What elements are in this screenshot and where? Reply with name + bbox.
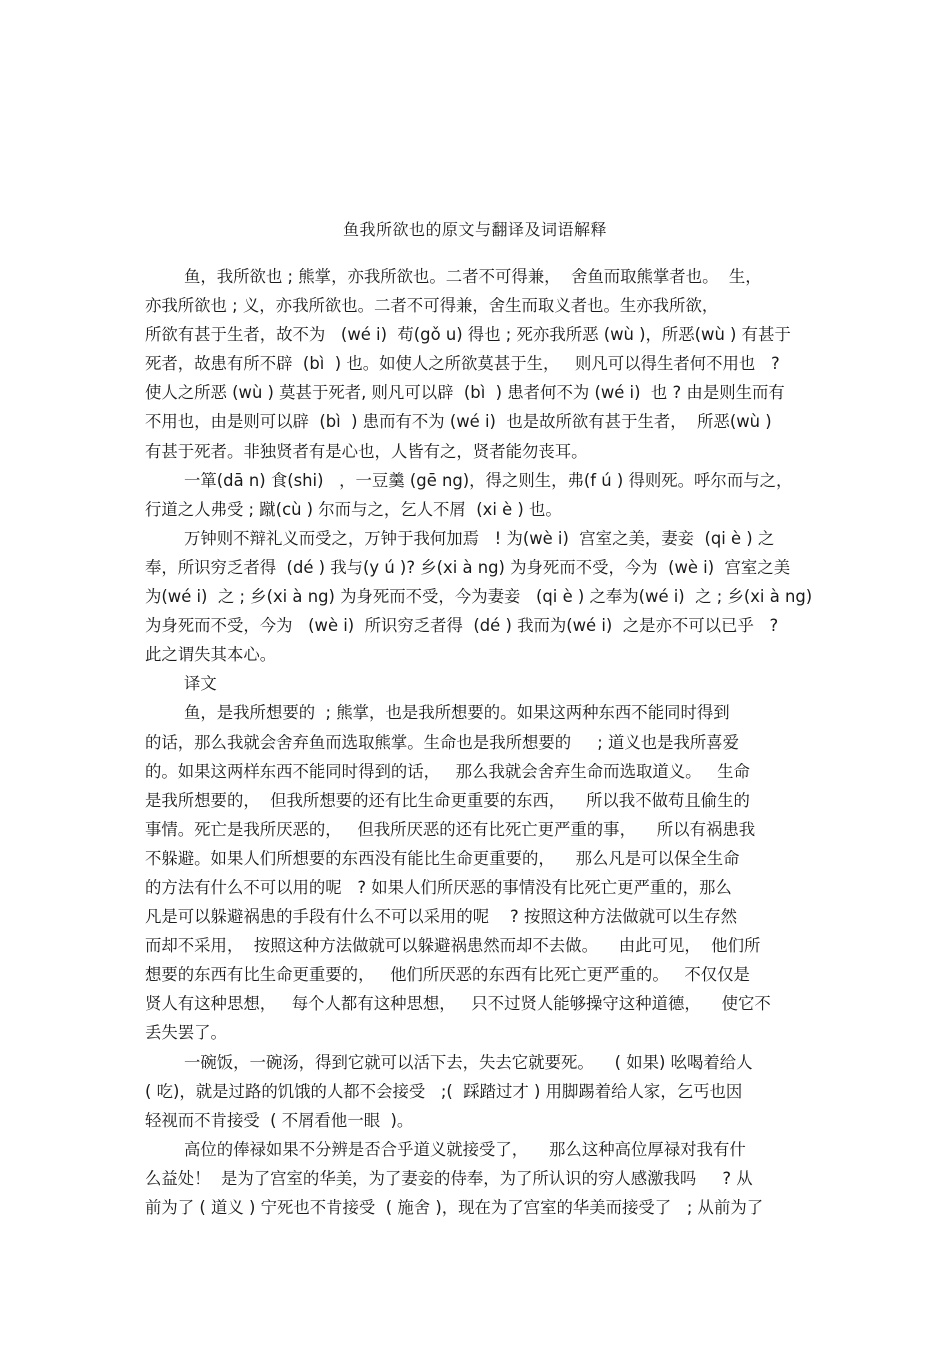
- text-line: 使人之所恶 (wù ) 莫甚于死者, 则凡可以辟 (bì ) 患者何不为 (wé i) 也 ? 由是则生而有: [145, 383, 785, 403]
- text-line: 的话，那么我就会舍弃鱼而选取熊掌。生命也是我所想要的 ; 道义也是我所喜爱: [145, 732, 740, 752]
- text-line: 此之谓失其本心。: [145, 645, 277, 665]
- text-line: ( 吃)，就是过路的饥饿的人都不会接受 ;( 踩踏过才 ) 用脚踢着给人家，乞丐也因: [145, 1081, 743, 1101]
- text-line: 译文: [184, 674, 217, 694]
- text-line: 一箪(dā n) 食(shi) ，一豆羹 (gē ng)，得之则生，弗(f ú ) 得则死。呼尔而与之，: [184, 470, 793, 490]
- document-title: 鱼我所欲也的原文与翻译及词语解释: [342, 220, 607, 239]
- text-line: 而却不采用， 按照这种方法做就可以躲避祸患然而却不去做。 由此可见， 他们所: [145, 936, 761, 956]
- text-line: 事情。死亡是我所厌恶的， 但我所厌恶的还有比死亡更严重的事， 所以有祸患我: [145, 819, 756, 839]
- text-line: 轻视而不肯接受 ( 不屑看他一眼 )。: [145, 1110, 414, 1130]
- text-line: 的方法有什么不可以用的呢 ? 如果人们所厌恶的事情没有比死亡更严重的，那么: [145, 877, 732, 897]
- text-line: 万钟则不辩礼义而受之，万钟于我何加焉 ! 为(wè i) 宫室之美，妻妾 (qi è ) 之: [184, 528, 775, 548]
- text-line: 所欲有甚于生者，故不为 (wé i) 苟(gǒ u) 得也 ; 死亦我所恶 (wù )，所恶(wù ) 有甚于: [145, 325, 791, 345]
- text-line: 为身死而不受，今为 (wè i) 所识穷乏者得 (dé ) 我而为(wé i) 之是亦不可以已乎 ?: [145, 616, 779, 636]
- text-line: 鱼，我所欲也 ; 熊掌，亦我所欲也。二者不可得兼， 舍鱼而取熊掌者也。 生，: [184, 267, 762, 286]
- text-line: 贤人有这种思想， 每个人都有这种思想， 只不过贤人能够操守这种道德， 使它不: [145, 994, 771, 1014]
- text-line: 的。如果这两样东西不能同时得到的话， 那么我就会舍弃生命而选取道义。 生命: [145, 761, 750, 781]
- text-line: 想要的东西有比生命更重要的， 他们所厌恶的东西有比死亡更严重的。 不仅仅是: [145, 965, 750, 985]
- text-line: 不用也，由是则可以辟 (bì ) 患而有不为 (wé i) 也是故所欲有甚于生者， 所恶(wù ): [145, 412, 772, 432]
- text-line: 鱼，是我所想要的 ; 熊掌，也是我所想要的。如果这两种东西不能同时得到: [184, 703, 730, 723]
- document-body: [145, 262, 825, 1222]
- text-line: 一碗饭，一碗汤，得到它就可以活下去，失去它就要死。 ( 如果) 吆喝着给人: [184, 1052, 753, 1072]
- text-line: 有甚于死者。非独贤者有是心也，人皆有之，贤者能勿丧耳。: [145, 441, 588, 461]
- text-line: 前为了 ( 道义 ) 宁死也不肯接受 ( 施舍 )，现在为了宫室的华美而接受了 ; 从前为了: [145, 1198, 764, 1217]
- text-line: 奉，所识穷乏者得 (dé ) 我与(y ú )? 乡(xi à ng) 为身死而不受，今为 (wè i) 宫室之美: [145, 557, 791, 577]
- text-line: 丢失罢了。: [145, 1023, 227, 1043]
- text-line: 是我所想要的， 但我所想要的还有比生命更重要的东西， 所以我不做苟且偷生的: [145, 790, 750, 810]
- text-line: 行道之人弗受 ; 蹴(cù ) 尔而与之，乞人不屑 (xi è ) 也。: [145, 499, 562, 519]
- text-line: 高位的俸禄如果不分辨是否合乎道义就接受了， 那么这种高位厚禄对我有什: [184, 1139, 746, 1159]
- text-line: 么益处！ 是为了宫室的华美，为了妻妾的侍奉，为了所认识的穷人感激我吗 ? 从: [145, 1168, 753, 1188]
- text-line: 为(wé i) 之 ; 乡(xi à ng) 为身死而不受，今为妻妾 (qi è ) 之奉为(wé i) 之 ; 乡(xi à ng): [145, 587, 813, 607]
- text-line: 亦我所欲也 ; 义，亦我所欲也。二者不可得兼，舍生而取义者也。生亦我所欲，: [145, 296, 719, 316]
- text-line: 凡是可以躲避祸患的手段有什么不可以采用的呢 ? 按照这种方法做就可以生存然: [145, 907, 738, 927]
- text-line: 死者，故患有所不辟 (bì ) 也。如使人之所欲莫甚于生， 则凡可以得生者何不用也 ?: [145, 354, 780, 374]
- text-line: 不躲避。如果人们所想要的东西没有能比生命更重要的， 那么凡是可以保全生命: [145, 848, 740, 868]
